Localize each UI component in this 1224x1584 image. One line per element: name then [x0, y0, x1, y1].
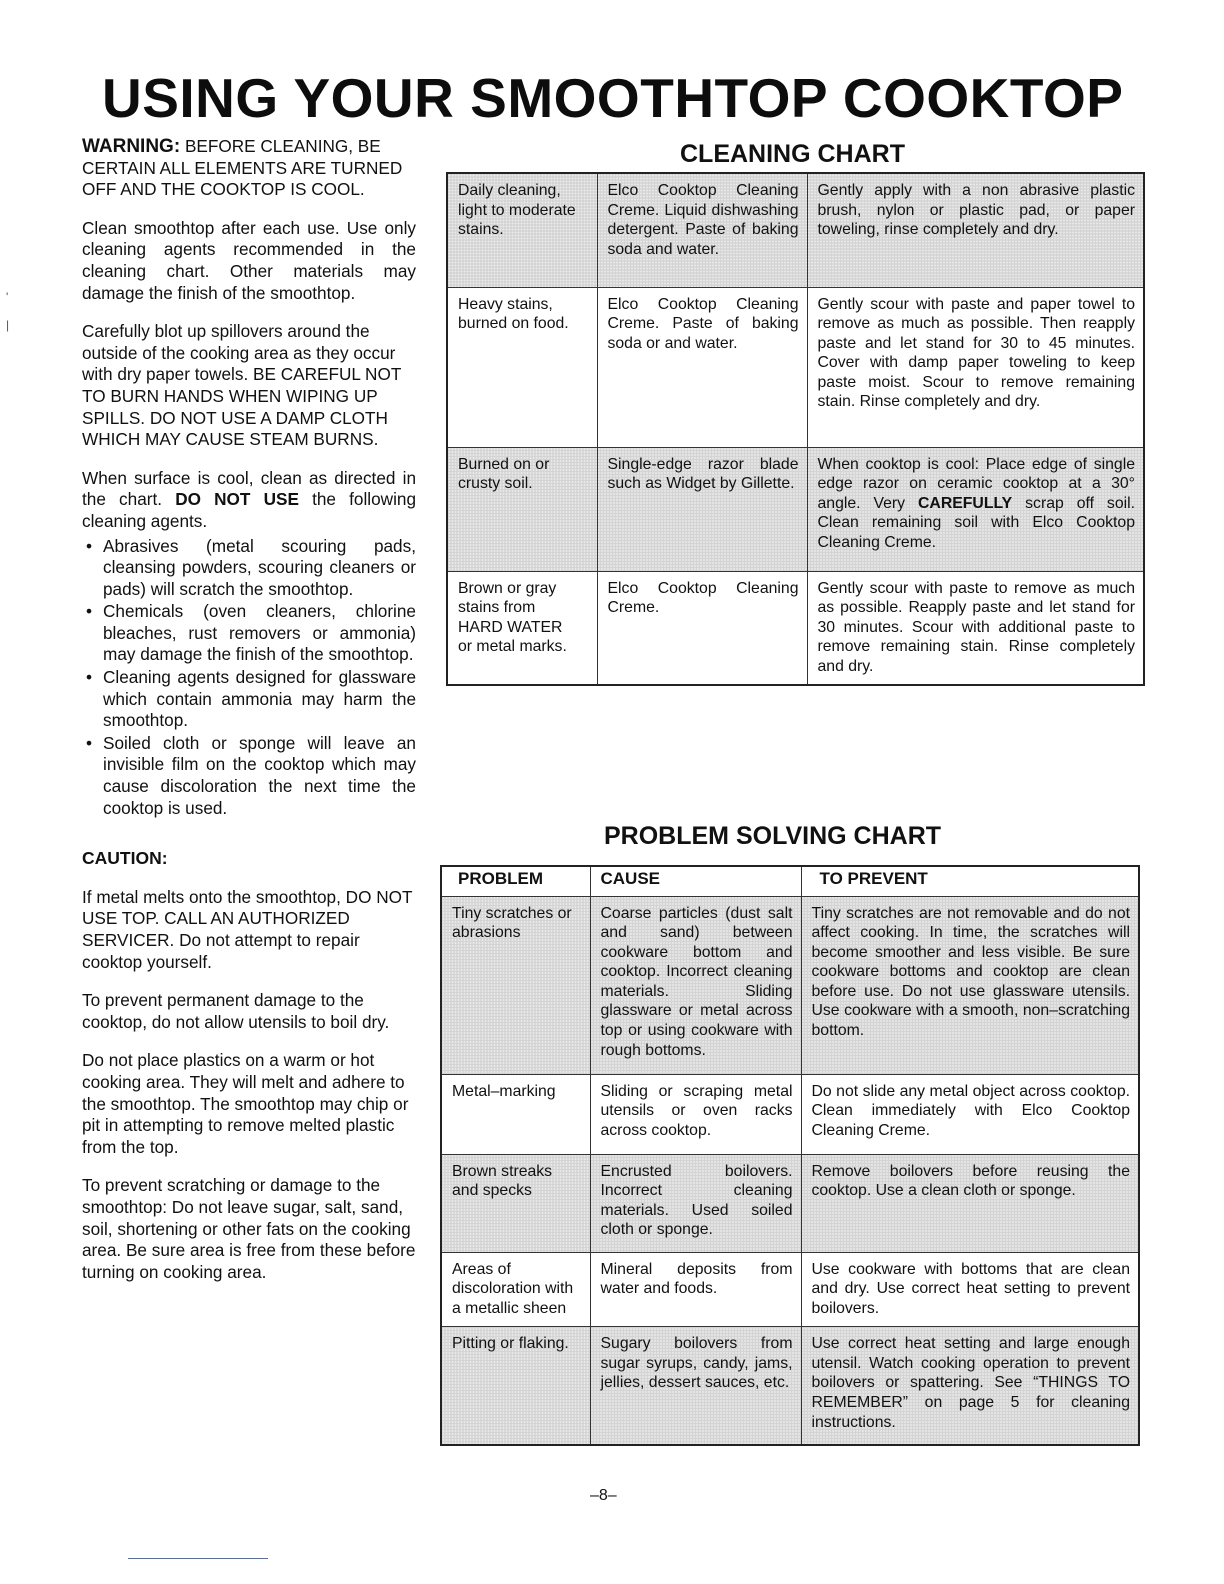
- method-text: scrap off soil. Clean remaining soil with Elco Cooktop Cleaning Creme.: [817, 494, 1136, 551]
- agent-cell: Elco Cooktop Cleaning Creme. Liquid dishwashing detergent. Paste of baking soda and water.: [597, 173, 807, 287]
- table-row: [441, 1252, 1139, 1327]
- column-header-problem: PROBLEM: [441, 866, 590, 896]
- column-header-prevent: TO PREVENT: [801, 866, 1139, 896]
- problem-solving-chart: [440, 865, 1140, 1446]
- problem-cell: Brown streaks and specks: [441, 1154, 590, 1252]
- problem-cell: Areas of discoloration with a metallic sheen: [441, 1252, 590, 1327]
- warning-heading: WARNING:: [82, 136, 181, 157]
- caution-text: If metal melts onto the smoothtop, DO NOT USE TOP. CALL AN AUTHORIZED SERVICER. Do not attempt to repair cooktop yourself.: [82, 886, 413, 972]
- method-cell: Gently apply with a non abrasive plastic brush, nylon or plastic pad, or paper toweling, rinse completely and dry.: [807, 173, 1144, 287]
- stain-cell: [447, 571, 597, 685]
- paragraph-boil-dry: To prevent permanent damage to the cooktop, do not allow utensils to boil dry.: [82, 990, 390, 1032]
- warning-text: BEFORE CLEANING, BE CERTAIN ALL ELEMENTS ARE TURNED OFF AND THE COOKTOP IS COOL.: [82, 136, 403, 200]
- paragraph-blot-spillovers: Carefully blot up spillovers around the outside of the cooking area as they occur with dry paper towels. BE CAREFUL NOT TO BURN HANDS WHEN WIPING UP SPILLS. DO NOT USE A DAMP CLOTH WHICH MAY CAUSE STEAM BURNS.: [82, 321, 402, 450]
- stain-cell: Burned on or crusty soil.: [447, 447, 597, 571]
- agent-cell: Single-edge razor blade such as Widget by Gillette.: [597, 447, 807, 571]
- table-row: [447, 447, 1144, 571]
- table-row: [447, 571, 1144, 685]
- prevent-cell: Tiny scratches are not removable and do not affect cooking. In time, the scratches will become smoother and less visible. Be sure cookware bottoms and cooktop are clean before use. Do not use glassware utensils. Use cookware with a smooth, non–scratching bottom.: [801, 896, 1139, 1074]
- method-cell: Gently scour with paste to remove as much as possible. Reapply paste and let stand for 30 minutes. Scour with additional paste to remove remaining stain. Rinse completely and dry.: [807, 571, 1144, 685]
- list-item: • Chemicals (oven cleaners, chlorine bleaches, rust removers or ammonia) may damage the finish of the smoothtop.: [82, 601, 416, 666]
- table-row: [441, 1327, 1139, 1445]
- stain-cell: Heavy stains, burned on food.: [447, 287, 597, 447]
- problem-cell: Pitting or flaking.: [441, 1327, 590, 1445]
- paragraph-prevent-scratching: To prevent scratching or damage to the smoothtop: Do not leave sugar, salt, sand, soil, shortening or other fats on the cooking area. Be sure area is free from these before turning on cooking area.: [82, 1175, 416, 1282]
- scan-margin-mark: |: [6, 318, 10, 332]
- do-not-use-emphasis: DO NOT USE: [175, 489, 299, 510]
- do-not-use-intro: When surface is cool, clean as directed in the chart.: [82, 467, 416, 510]
- stain-text: HARD WATER: [458, 618, 563, 636]
- cause-cell: Sugary boilovers from sugar syrups, candy, jams, jellies, dessert sauces, etc.: [590, 1327, 801, 1445]
- scan-margin-mark: ': [6, 290, 9, 304]
- method-cell: Gently scour with paste and paper towel to remove as much as possible. Then reapply paste and let stand for 30 to 45 minutes. Cover with damp paper toweling to keep paste moist. Scour to remove remaining stain. Rinse completely and dry.: [807, 287, 1144, 447]
- cause-cell: Sliding or scraping metal utensils or oven racks across cooktop.: [590, 1074, 801, 1154]
- method-emphasis: CAREFULLY: [918, 494, 1013, 512]
- method-text: When cooktop is cool: Place edge of single edge razor on ceramic cooktop at a 30° angle. Very: [817, 455, 1135, 512]
- agent-cell: Elco Cooktop Cleaning Creme. Paste of baking soda or and water.: [597, 287, 807, 447]
- warning-paragraph: [82, 136, 416, 201]
- method-cell: [807, 447, 1144, 571]
- problem-cell: Metal–marking: [441, 1074, 590, 1154]
- page-title: USING YOUR SMOOTHTOP COOKTOP: [102, 67, 1124, 129]
- cause-cell: Coarse particles (dust salt and sand) between cookware bottom and cooktop. Incorrect cleaning materials. Sliding glassware or metal across top or using cookware with rough bottoms.: [590, 896, 801, 1074]
- paragraph-do-not-use: [82, 468, 416, 533]
- table-row: [441, 1074, 1139, 1154]
- paragraph-clean-after-use: Clean smoothtop after each use. Use only cleaning agents recommended in the cleaning chart. Other materials may damage the finish of the smoothtop.: [82, 217, 416, 303]
- prevent-cell: Use correct heat setting and large enough utensil. Watch cooking operation to prevent boilovers or spattering. See “THINGS TO REMEMBER” on page 5 for cleaning instructions.: [801, 1327, 1139, 1445]
- list-item: • Cleaning agents designed for glassware which contain ammonia may harm the smoothtop.: [82, 667, 416, 732]
- table-row: [441, 896, 1139, 1074]
- table-row: [441, 1154, 1139, 1252]
- prevent-cell: Do not slide any metal object across cooktop. Clean immediately with Elco Cooktop Cleaning Creme.: [801, 1074, 1139, 1154]
- table-row: [447, 287, 1144, 447]
- stain-text: Brown or gray stains from: [458, 579, 557, 617]
- prevent-cell: Use cookware with bottoms that are clean and dry. Use correct heat setting to prevent boilovers.: [801, 1252, 1139, 1327]
- list-item: • Abrasives (metal scouring pads, cleansing powders, scouring cleaners or pads) will scratch the smoothtop.: [82, 536, 416, 601]
- table-header-row: [441, 866, 1139, 896]
- agent-cell: Elco Cooktop Cleaning Creme.: [597, 571, 807, 685]
- cause-cell: Encrusted boilovers. Incorrect cleaning materials. Used soiled cloth or sponge.: [590, 1154, 801, 1252]
- stain-cell: Daily cleaning, light to moderate stains.: [447, 173, 597, 287]
- list-item: • Soiled cloth or sponge will leave an invisible film on the cooktop which may cause discoloration the next time the cooktop is used.: [82, 733, 416, 819]
- cleaning-agents-list: [82, 536, 416, 820]
- paragraph-plastics: Do not place plastics on a warm or hot cooking area. They will melt and adhere to the smoothtop. The smoothtop may chip or pit in attempting to remove melted plastic from the top.: [82, 1050, 409, 1157]
- caution-heading: CAUTION:: [82, 848, 168, 869]
- stain-text: or metal marks.: [458, 638, 567, 656]
- cleaning-chart-title: CLEANING CHART: [680, 140, 905, 168]
- do-not-use-tail: the following cleaning agents.: [82, 489, 417, 531]
- problem-chart-title: PROBLEM SOLVING CHART: [604, 822, 942, 850]
- footer-rule: [128, 1558, 268, 1559]
- page-number: –8–: [590, 1487, 617, 1504]
- column-header-cause: CAUSE: [590, 866, 801, 896]
- problem-cell: Tiny scratches or abrasions: [441, 896, 590, 1074]
- cause-cell: Mineral deposits from water and foods.: [590, 1252, 801, 1327]
- table-row: [447, 173, 1144, 287]
- prevent-cell: Remove boilovers before reusing the cooktop. Use a clean cloth or sponge.: [801, 1154, 1139, 1252]
- cleaning-chart: [446, 172, 1145, 686]
- left-column: [82, 136, 416, 1300]
